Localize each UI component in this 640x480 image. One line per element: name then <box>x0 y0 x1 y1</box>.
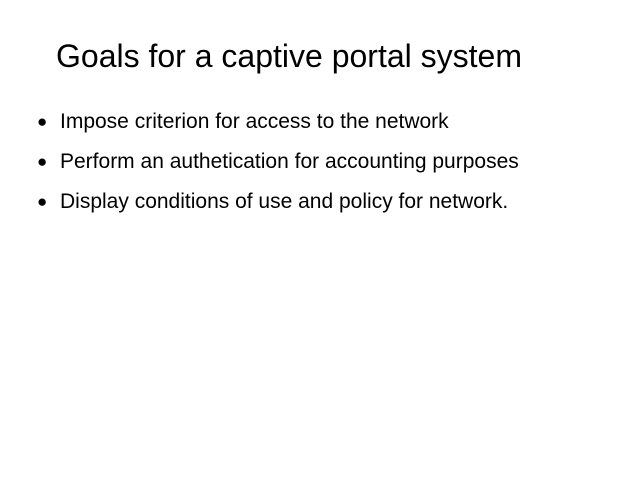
page-title: Goals for a captive portal system <box>56 38 522 74</box>
list-item-label: Impose criterion for access to the network <box>60 110 449 133</box>
bullet-point-icon: ● <box>37 192 48 211</box>
list-item-label: Display conditions of use and policy for network. <box>60 190 509 213</box>
bullet-point-icon: ● <box>37 152 48 171</box>
list-item-label: Perform an authetication for accounting purposes <box>60 150 519 173</box>
bullet-point-icon: ● <box>37 112 48 131</box>
list-item <box>30 188 610 215</box>
bullet-list <box>30 108 610 228</box>
list-item <box>30 148 610 175</box>
list-item <box>30 108 610 135</box>
